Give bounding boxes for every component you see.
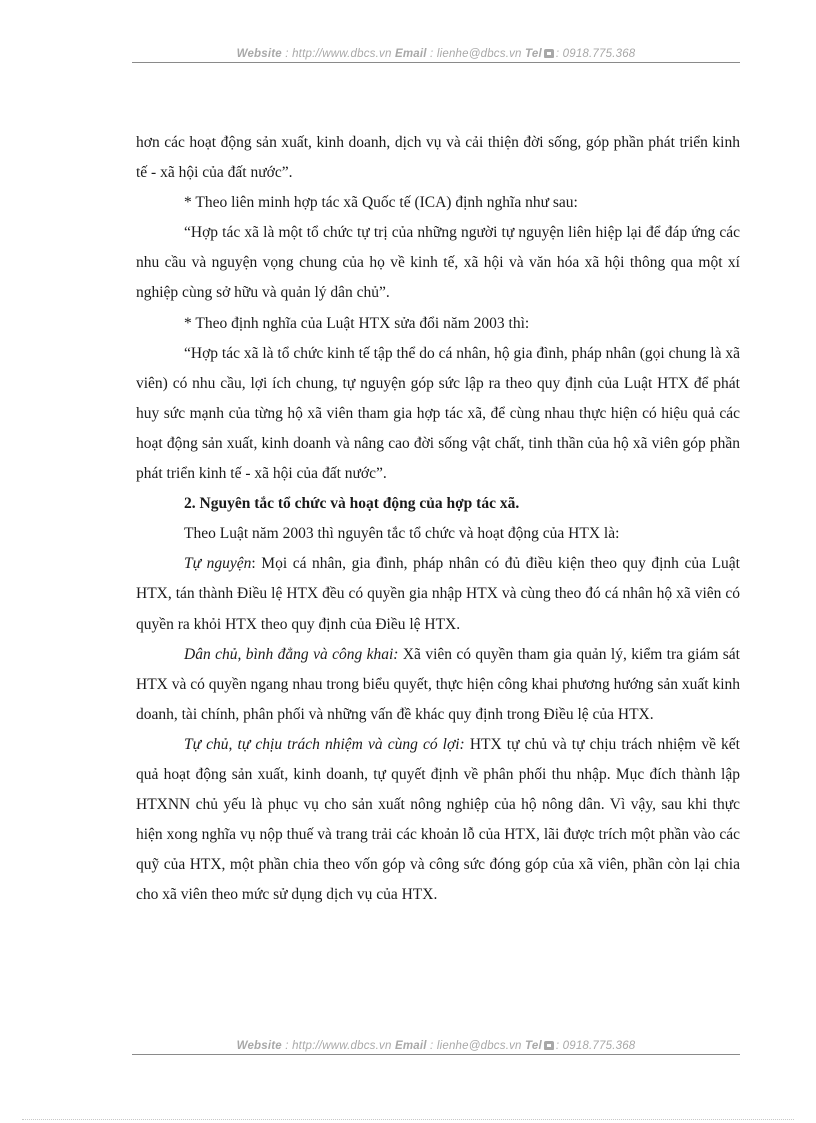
footer-tel-label: Tel bbox=[525, 1040, 542, 1052]
header-divider bbox=[132, 62, 740, 63]
footer-email-link[interactable]: : lienhe@dbcs.vn bbox=[426, 1040, 526, 1052]
header-website-link[interactable]: : http://www.dbcs.vn bbox=[281, 48, 395, 60]
page-footer bbox=[132, 1040, 740, 1055]
footer-website-label: Website bbox=[236, 1040, 282, 1052]
footer-contact-line bbox=[132, 1040, 740, 1052]
paragraph-7 bbox=[136, 549, 740, 639]
header-website-label: Website bbox=[236, 48, 282, 60]
paragraph-3: “Hợp tác xã là một tổ chức tự trị của những người tự nguyện liên hiệp lại để đáp ứng các nhu cầu và nguyện vọng chung của họ về kinh tế, xã hội và văn hóa xã hội thông qua một xí nghiệp cùng sở hữu và quản lý dân chủ”. bbox=[136, 224, 740, 302]
principle-democracy-text: Xã viên có quyền tham gia quản lý, kiểm tra giám sát HTX và có quyền ngang nhau trong biểu quyết, thực hiện công khai phương hướng sản xuất kinh doanh, tài chính, phân phối và những vấn đề khác quy định trong Điều lệ của HTX. bbox=[136, 645, 740, 723]
header-email-link[interactable]: : lienhe@dbcs.vn bbox=[426, 48, 526, 60]
footer-divider bbox=[132, 1054, 740, 1055]
footer-email-label: Email bbox=[394, 1040, 427, 1052]
header-tel-label: Tel bbox=[525, 48, 542, 60]
paragraph-5: “Hợp tác xã là tổ chức kinh tế tập thể do cá nhân, hộ gia đình, pháp nhân (gọi chung là xã viên) có nhu cầu, lợi ích chung, tự nguyện góp sức lập ra theo quy định của Luật HTX để phát huy sức mạnh của từng hộ xã viên tham gia hợp tác xã, để cùng nhau thực hiện có hiệu quả các hoạt động sản xuất, kinh doanh và nâng cao đời sống vật chất, tinh thần của hộ xã viên góp phần phát triển kinh tế - xã hội của đất nước”. bbox=[136, 344, 740, 483]
principle-autonomy-text: HTX tự chủ và tự chịu trách nhiệm về kết quả hoạt động sản xuất, kinh doanh, tự quyết định về phân phối thu nhập. Mục đích thành lập HTXNN chủ yếu là phục vụ cho sản xuất nông nghiệp của hộ nông dân. Vì vậy, sau khi thực hiện xong nghĩa vụ nộp thuế và trang trải các khoản lỗ của HTX, lãi được trích một phần vào các quỹ của HTX, một phần chia theo vốn góp và công sức đóng góp của xã viên, phần còn lại chia cho xã viên theo mức sử dụng dịch vụ của HTX. bbox=[136, 735, 740, 904]
principle-autonomy-term: Tự chủ, tự chịu trách nhiệm và cùng có lợi: bbox=[184, 735, 465, 753]
paragraph-6: Theo Luật năm 2003 thì nguyên tắc tổ chức và hoạt động của HTX là: bbox=[184, 525, 620, 543]
paragraph-1: hơn các hoạt động sản xuất, kinh doanh, dịch vụ và cải thiện đời sống, góp phần phát triển kinh tế - xã hội của đất nước”. bbox=[136, 134, 740, 182]
paragraph-9 bbox=[136, 730, 740, 911]
phone-icon bbox=[544, 49, 554, 58]
header-email-label: Email bbox=[394, 48, 427, 60]
principle-democracy-term: Dân chủ, bình đẳng và công khai: bbox=[184, 645, 399, 663]
section-heading: 2. Nguyên tắc tổ chức và hoạt động của hợp tác xã. bbox=[184, 495, 520, 513]
principle-voluntary-term: Tự nguyện bbox=[184, 555, 252, 573]
page-header bbox=[132, 48, 740, 63]
header-contact-line bbox=[132, 48, 740, 60]
principle-voluntary-text: : Mọi cá nhân, gia đình, pháp nhân có đủ điều kiện theo quy định của Luật HTX, tán thành Điều lệ HTX đều có quyền gia nhập HTX và cùng theo đó cá nhân hộ xã viên có quyền ra khỏi HTX theo quy định của Điều lệ HTX. bbox=[136, 555, 740, 633]
header-tel-value: : 0918.775.368 bbox=[555, 48, 636, 60]
footer-tel-value: : 0918.775.368 bbox=[555, 1040, 636, 1052]
paragraph-8 bbox=[136, 640, 740, 730]
page-bottom-border bbox=[22, 1119, 794, 1120]
paragraph-4: * Theo định nghĩa của Luật HTX sửa đổi năm 2003 thì: bbox=[184, 314, 530, 332]
footer-website-link[interactable]: : http://www.dbcs.vn bbox=[281, 1040, 395, 1052]
phone-icon bbox=[544, 1041, 554, 1050]
paragraph-2: * Theo liên minh hợp tác xã Quốc tế (ICA) định nghĩa như sau: bbox=[184, 194, 578, 212]
document-body bbox=[136, 128, 740, 910]
